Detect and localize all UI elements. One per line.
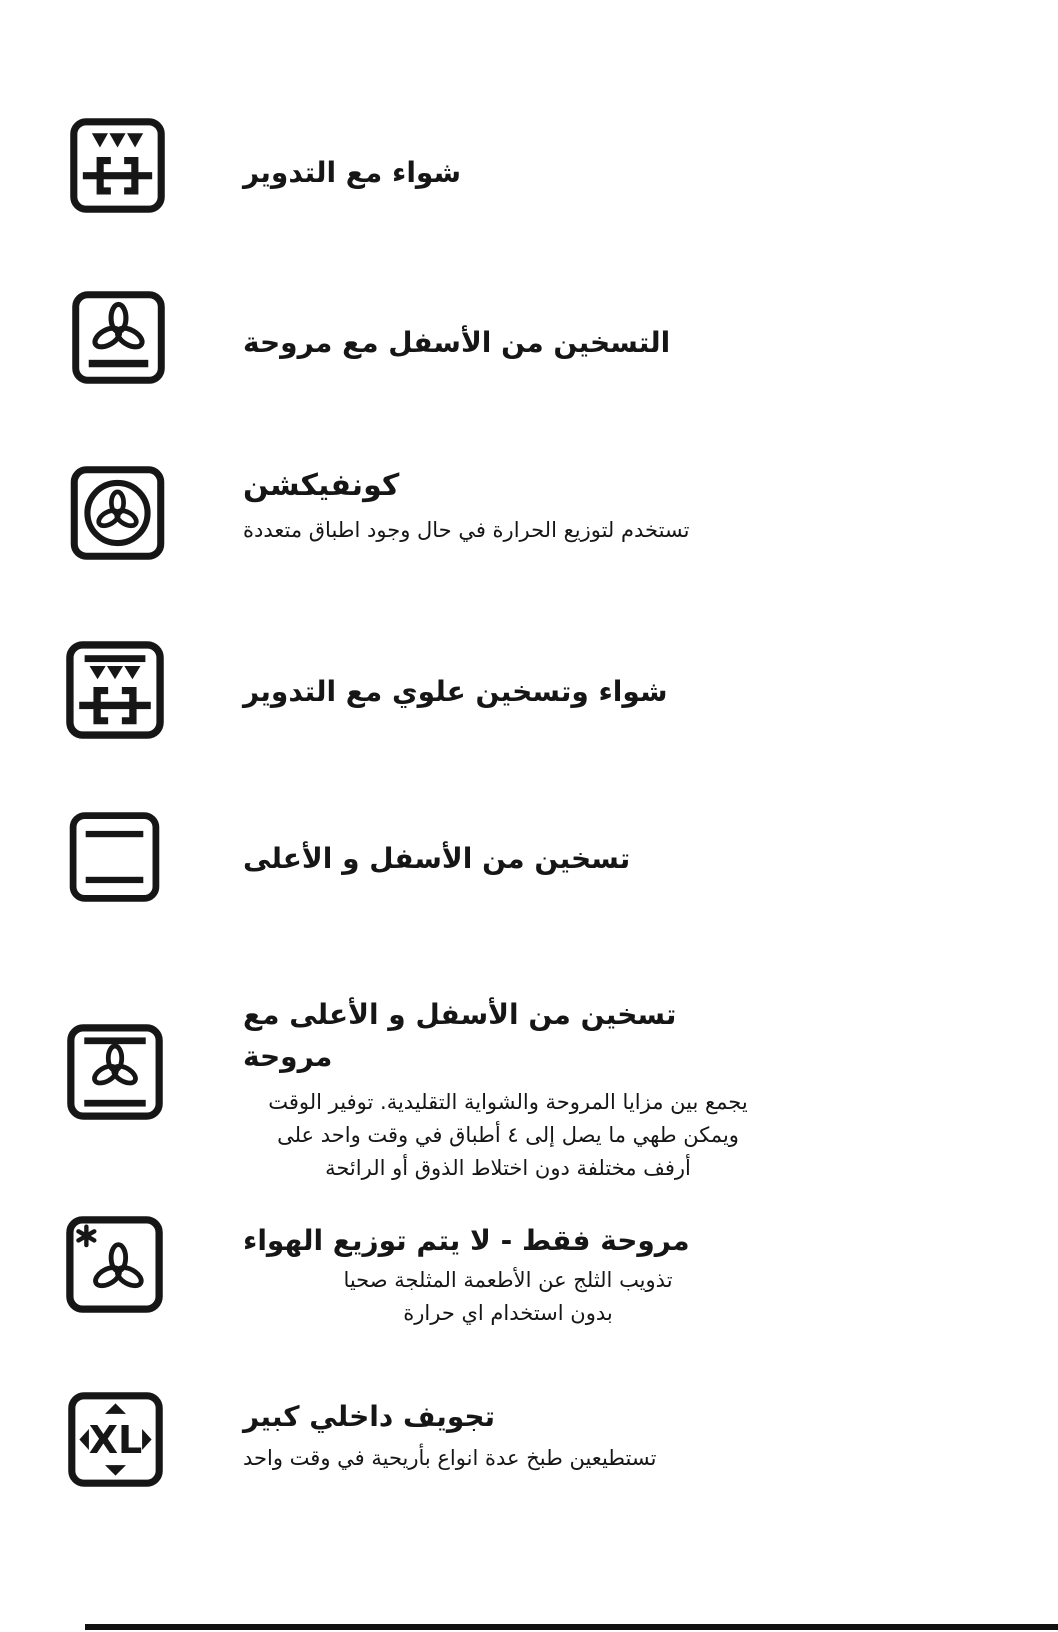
function-desc (243, 1442, 773, 1475)
grill-rotisserie-icon (70, 118, 165, 213)
desc-line: ويمكن طهي ما يصل إلى ٤ أطباق في وقت واحد على (277, 1123, 739, 1147)
function-desc (243, 1264, 773, 1330)
xl-cavity-icon (68, 1391, 163, 1488)
function-title: تسخين من الأسفل و الأعلى مع مروحة (243, 998, 677, 1073)
top-bottom-heat-icon (67, 812, 162, 902)
function-title: شواء وتسخين علوي مع التدوير (243, 675, 668, 708)
bottom-heat-fan-icon (72, 291, 165, 384)
function-row (243, 1220, 773, 1330)
fan-only-defrost-icon (66, 1216, 163, 1313)
function-row (243, 671, 773, 713)
grill-top-heat-rotisserie-icon (66, 641, 164, 739)
function-title: تجويف داخلي كبير (243, 1400, 496, 1433)
function-icon-box (68, 1391, 163, 1488)
function-row (243, 464, 773, 547)
desc-line: بدون استخدام اي حرارة (403, 1301, 613, 1325)
function-title: شواء مع التدوير (243, 156, 462, 189)
function-row (243, 1396, 773, 1475)
function-title: تسخين من الأسفل و الأعلى (243, 842, 631, 875)
desc-line: يجمع بين مزايا المروحة والشواية التقليدية. توفير الوقت (268, 1090, 748, 1114)
xl-label: XL (88, 1417, 143, 1462)
function-icon-box (72, 291, 165, 384)
desc-line: تستطيعين طبخ عدة انواع بأريحية في وقت واحد (243, 1446, 657, 1470)
top-bottom-heat-fan-icon (67, 1024, 163, 1120)
page-bottom-rule (85, 1624, 1058, 1630)
function-desc (243, 514, 773, 547)
desc-line: تذويب الثلج عن الأطعمة المثلجة صحيا (343, 1268, 673, 1292)
function-row (243, 152, 773, 194)
function-icon-box (66, 641, 164, 739)
function-row (243, 994, 773, 1185)
function-title: التسخين من الأسفل مع مروحة (243, 326, 671, 359)
function-icon-box (70, 466, 165, 560)
function-icon-box (70, 118, 165, 213)
function-row (243, 838, 773, 880)
function-row (243, 322, 773, 364)
desc-line: تستخدم لتوزيع الحرارة في حال وجود اطباق متعددة (243, 518, 690, 542)
function-icon-box (67, 812, 162, 902)
function-icon-box (66, 1216, 163, 1313)
convection-fan-icon (70, 466, 165, 560)
desc-line: أرفف مختلفة دون اختلاط الذوق أو الرائحة (325, 1156, 691, 1180)
function-desc (243, 1086, 773, 1185)
function-icon-box (67, 1024, 163, 1120)
function-title: مروحة فقط - لا يتم توزيع الهواء (243, 1224, 690, 1257)
function-title: كونفيكشن (243, 468, 400, 503)
